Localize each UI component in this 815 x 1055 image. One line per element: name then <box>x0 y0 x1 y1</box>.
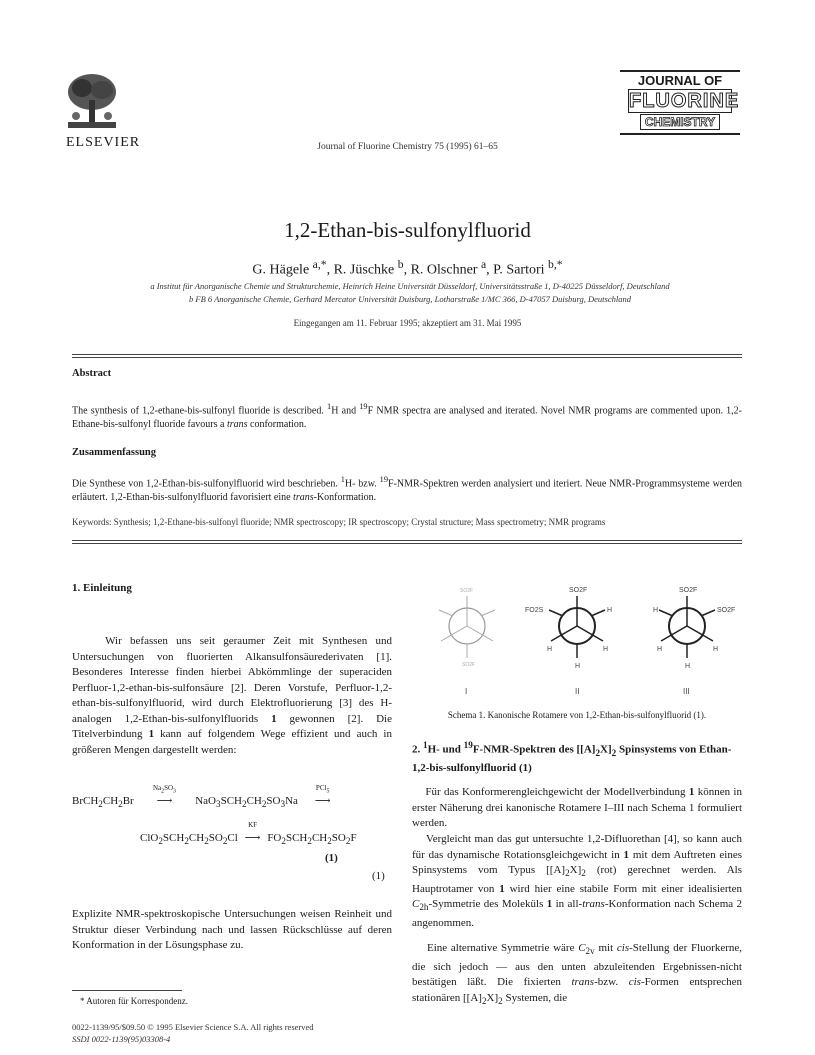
keywords: Keywords: Synthesis; 1,2-Ethane-bis-sulfonyl fluoride; NMR spectroscopy; IR spectroscopy; Crystal structure; Mass spectrometry; NMR programs <box>72 517 606 527</box>
affiliation-a: a Institut für Anorganische Chemie und Strukturchemie, Heinrich Heine Universität Düsseldorf, Universitätsstraße 1, D-40225 Düsseldorf, Deutschland <box>150 281 670 291</box>
rotamer-II-left-label: FO2S <box>525 607 544 614</box>
svg-text:H: H <box>653 607 659 614</box>
svg-text:H: H <box>713 646 719 653</box>
equation-number: (1) <box>372 870 385 882</box>
svg-text:H: H <box>607 607 613 614</box>
article-authors: G. Hägele $^{a,*}$, R. Jüschke $^b$, R. Olschner $^a$, P. Sartori $^{b,*}$ <box>252 258 563 278</box>
zusammenfassung-heading: Zusammenfassung <box>72 447 157 458</box>
rotamer-label-I: I <box>465 687 468 696</box>
rotamer-I <box>439 588 495 668</box>
rotamer-I-bottom-label: SO2F <box>462 662 476 668</box>
footer-copyright: 0022-1139/95/$09.50 © 1995 Elsevier Science S.A. All rights reserved <box>72 1022 314 1032</box>
journal-citation: Journal of Fluorine Chemistry 75 (1995) 61–65 <box>317 142 498 152</box>
footnote-divider <box>72 990 182 991</box>
svg-text:H: H <box>603 646 609 653</box>
svg-text:H: H <box>657 646 663 653</box>
journal-logo-line2: FLUORINE <box>629 90 740 112</box>
reaction-line2: $ClO_2SCH_2CH_2SO_2Cl$ KF ⟶ $FO_2SCH_2CH_2SO_2F$ <box>140 821 357 847</box>
abstract-heading: Abstract <box>72 368 112 379</box>
scheme-newman-projections <box>412 576 742 701</box>
svg-text:H: H <box>575 663 581 670</box>
journal-logo <box>620 70 740 135</box>
section2-paragraph3: Eine alternative Symmetrie wäre $C_{2v}$ mit cis-Stellung der Fluorkerne, die sich jedoch — aus den unten abzuleitenden Ergebnissen-nicht bestätigen läßt. Die fixierten trans-bzw. cis-Formen entsprechen stationären $[[A]_2X]_2$ Systemen, die <box>412 942 742 1006</box>
article-title: 1,2-Ethan-bis-sulfonylfluorid <box>284 218 531 242</box>
divider-mid <box>72 540 742 541</box>
footer-ssdi: SSDI 0022-1139(95)03308-4 <box>72 1034 171 1044</box>
rotamer-I-top-label: SO2F <box>460 588 474 594</box>
abstract-text: The synthesis of 1,2-ethane-bis-sulfonyl fluoride is described. $^1$H and $^{19}$F NMR spectra are analysed and iterated. Novel NMR programs are commented upon. 1,2-Ethane-bis-sulfonyl fluoride favours a trans conformation. <box>72 402 742 431</box>
divider-top-2 <box>72 357 742 358</box>
rotamer-II-top-label: SO2F <box>569 587 588 594</box>
rotamer-III-right-label: SO2F <box>717 607 736 614</box>
section2-paragraph2: Vergleicht man das gut untersuchte 1,2-Difluorethan [4], so kann auch für das dynamische Rotationsgleichgewicht in 1 mit dem Auftreten eines Spinsystems vom Typus $[[A]_2X]_2$ (rot) gerechnet werden. Als Hauptrotamer von 1 wird hier eine stabile Form mit einer idealisierten $C_{2h}$-Symmetrie des Moleküls 1 in all-trans-Konformation nach Schema 2 angenommen. <box>412 833 743 929</box>
svg-text:H: H <box>685 663 691 670</box>
divider-top <box>72 354 742 355</box>
rotamer-label-III: III <box>683 687 690 696</box>
rotamer-label-II: II <box>575 687 580 696</box>
affiliation-b: b FB 6 Anorganische Chemie, Gerhard Mercator Universität Duisburg, Lotharstraße 1/MC 366, D-47057 Duisburg, Deutschland <box>189 294 631 304</box>
zusammenfassung-text: Die Synthese von 1,2-Ethan-bis-sulfonylfluorid wird beschrieben. $^1$H- bzw. $^{19}$F-NMR-Spektren werden analysiert und iteriert. Neue NMR-Programmsysteme werden erläutert. 1,2-Ethan-bis-sulfonylfluorid favorisiert eine trans-Konformation. <box>72 475 743 504</box>
section1-paragraph1: Wir befassen uns seit geraumer Zeit mit Synthesen und Untersuchungen von fluorierten Alkansulfonsäurederivaten [1]. Besonderes Interesse finden hierbei Abkömmlinge der superaciden Perfluor-1,2-ethan-bis-sulfonsäure [2]. Deren Vorstufe, Perfluor-1,2-ethan-bis-sulfonylfluorid, wird durch Elektrofluorierung [3] des H-analogen 1,2-Ethan-bis-sulfonylfluorids 1 gewonnen [2]. Die Titelverbindung 1 kann auf folgendem Wege effizient und auch in größeren Mengen dargestellt werden: <box>72 635 392 756</box>
rotamer-II <box>525 587 612 670</box>
rotamer-III-top-label: SO2F <box>679 587 698 594</box>
journal-logo-line3: CHEMISTRY <box>640 114 720 130</box>
elsevier-tree-logo <box>64 70 120 132</box>
reaction-line1: $BrCH_2CH_2Br$ $Na_2SO_3$ ⟶ $NaO_3SCH_2CH_2SO_3Na$ PCl$_5$ ⟶ <box>72 784 331 810</box>
section2-paragraph1: Für das Konformerengleichgewicht der Modellverbindung 1 können in erster Näherung drei kanonische Rotamere I–III nach Schema 1 formuliert werden. <box>412 786 742 829</box>
footnote: * Autoren für Korrespondenz. <box>80 996 188 1006</box>
compound-number: (1) <box>325 852 338 864</box>
received-date: Eingegangen am 11. Februar 1995; akzeptiert am 31. Mai 1995 <box>293 318 522 328</box>
publisher-name: ELSEVIER <box>66 135 141 150</box>
section2-heading: 2. $^1$H- und $^{19}$F-NMR-Spektren des $[[A]_2X]_2$ Spinsystems von Ethan-1,2-bis-sulfonylfluorid (1) <box>412 740 732 774</box>
section1-heading: 1. Einleitung <box>72 582 132 594</box>
section1-paragraph2: Explizite NMR-spektroskopische Untersuchungen weisen Reinheit und Struktur dieser Verbindung nach und lassen Rückschlüsse auf deren Konformation in der Lösungsphase zu. <box>72 908 392 951</box>
divider-mid-2 <box>72 543 742 544</box>
scheme-caption: Schema 1. Kanonische Rotamere von 1,2-Ethan-bis-sulfonylfluorid (1). <box>447 710 707 720</box>
rotamer-III <box>653 587 735 670</box>
journal-logo-line1: JOURNAL OF <box>637 73 723 88</box>
svg-text:H: H <box>547 646 553 653</box>
